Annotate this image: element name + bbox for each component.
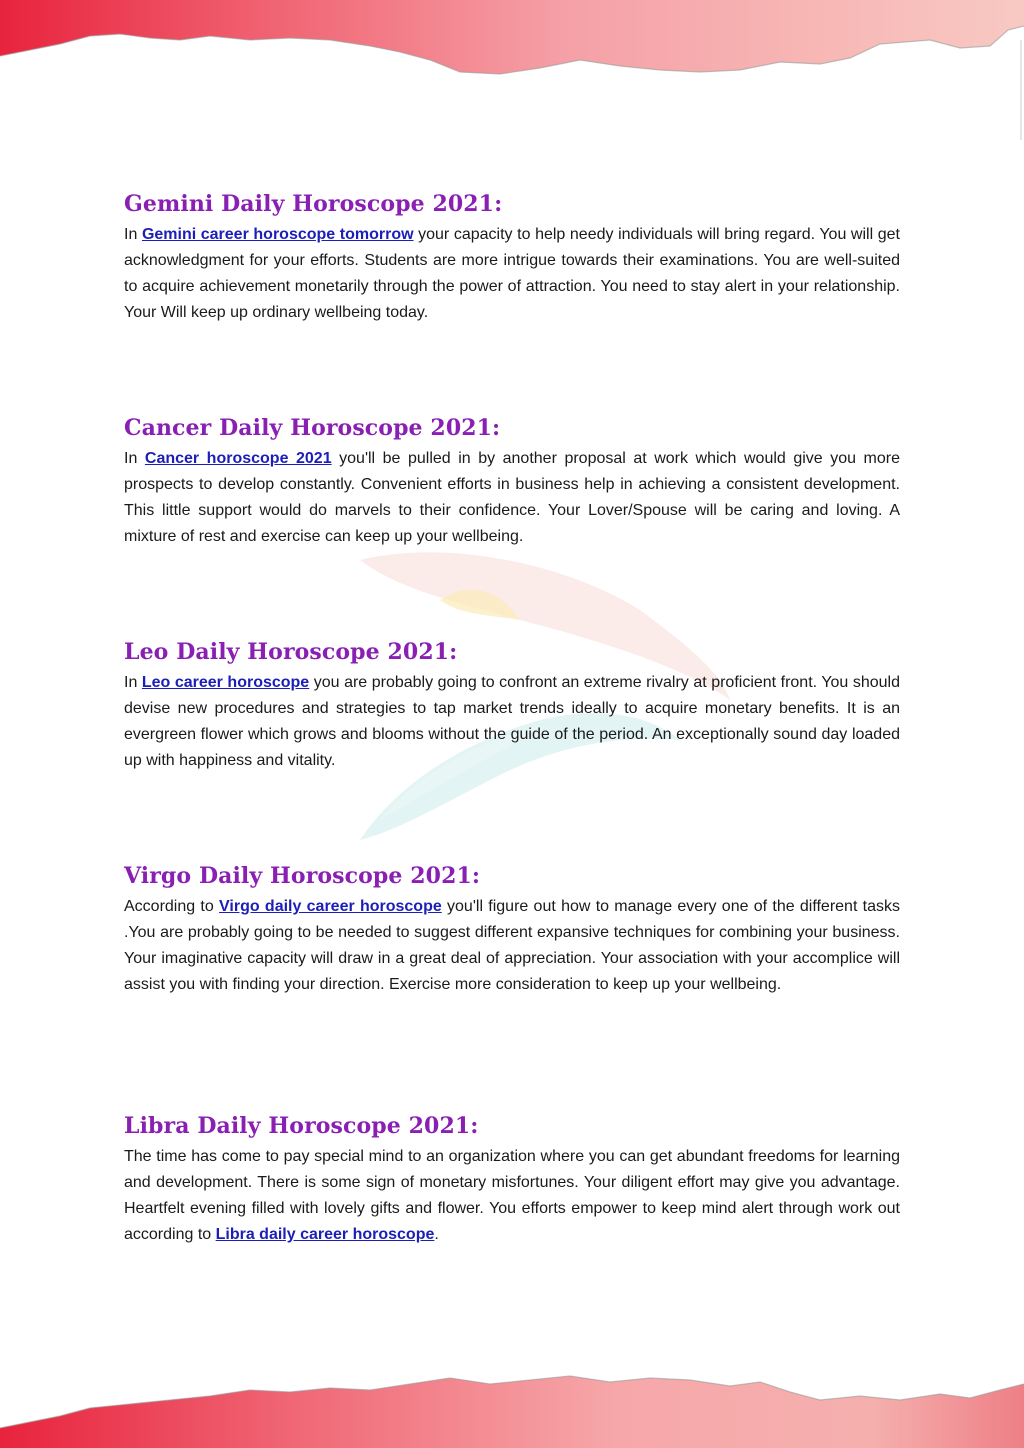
section-paragraph — [124, 222, 900, 326]
paragraph-text: . — [434, 1226, 439, 1243]
gemini-career-horoscope-link[interactable]: Gemini career horoscope tomorrow — [141, 226, 414, 243]
section-paragraph — [124, 670, 900, 774]
section-paragraph — [124, 446, 900, 550]
libra-daily-career-horoscope-link[interactable]: Libra daily career horoscope — [215, 1226, 435, 1243]
section-paragraph — [124, 894, 900, 998]
virgo-section — [124, 862, 900, 998]
cancer-horoscope-link[interactable]: Cancer horoscope 2021 — [144, 450, 332, 467]
paragraph-text: In — [124, 450, 145, 467]
section-heading: Cancer Daily Horoscope 2021: — [124, 415, 501, 441]
libra-section — [124, 1112, 900, 1248]
paragraph-text: In — [124, 674, 142, 691]
paragraph-text: your capacity to help needy individuals will bring regard. You will get acknowledgment for your efforts. Students are more intrigue towards their examinations. You are well-suited to acquire achievement monetarily through the power of attraction. You need to stay alert in your relationship. Your Will keep up ordinary wellbeing today. — [124, 226, 900, 321]
section-heading: Virgo Daily Horoscope 2021: — [124, 863, 481, 889]
section-heading: Gemini Daily Horoscope 2021: — [124, 191, 503, 217]
paragraph-text: you'll be pulled in by another proposal at work which would give you more prospects to develop constantly. Convenient efforts in business help in achieving a consistent development. This little support would do marvels to their confidence. Your Lover/Spouse will be caring and loving. A mixture of rest and exercise can keep up your wellbeing. — [124, 450, 901, 545]
gemini-section — [124, 190, 900, 326]
paragraph-text: you'll figure out how to manage every one of the different tasks .You are probably going to be needed to suggest different expansive techniques for combining your business. Your imaginative capacity will draw in a great deal of appreciation. Your association with your accomplice will assist you with finding your direction. Exercise more consideration to keep up your wellbeing. — [124, 898, 901, 993]
section-heading: Leo Daily Horoscope 2021: — [124, 639, 458, 665]
paragraph-text: you are probably going to confront an extreme rivalry at proficient front. You should devise new procedures and strategies to tap market trends ideally to acquire monetary benefits. It is an evergreen flower which grows and blooms without the guide of the period. An exceptionally sound day loaded up with happiness and vitality. — [124, 674, 901, 769]
paragraph-text: The time has come to pay special mind to an organization where you can get abundant freedoms for learning and development. There is some sign of monetary misfortunes. Your diligent effort may give you advantage. Heartfelt evening filled with lovely gifts and flower. You efforts empower to keep mind alert through work out according to — [124, 1148, 900, 1243]
leo-career-horoscope-link[interactable]: Leo career horoscope — [141, 674, 310, 691]
top-decorative-banner — [0, 0, 1024, 110]
paragraph-text: In — [124, 226, 142, 243]
section-paragraph — [124, 1144, 900, 1248]
section-heading: Libra Daily Horoscope 2021: — [124, 1113, 479, 1139]
virgo-daily-career-horoscope-link[interactable]: Virgo daily career horoscope — [219, 898, 442, 915]
cancer-section — [124, 414, 900, 550]
leo-section — [124, 638, 900, 774]
page-edge-line — [1020, 40, 1022, 140]
paragraph-text: According to — [124, 898, 220, 915]
bottom-decorative-banner — [0, 1338, 1024, 1448]
